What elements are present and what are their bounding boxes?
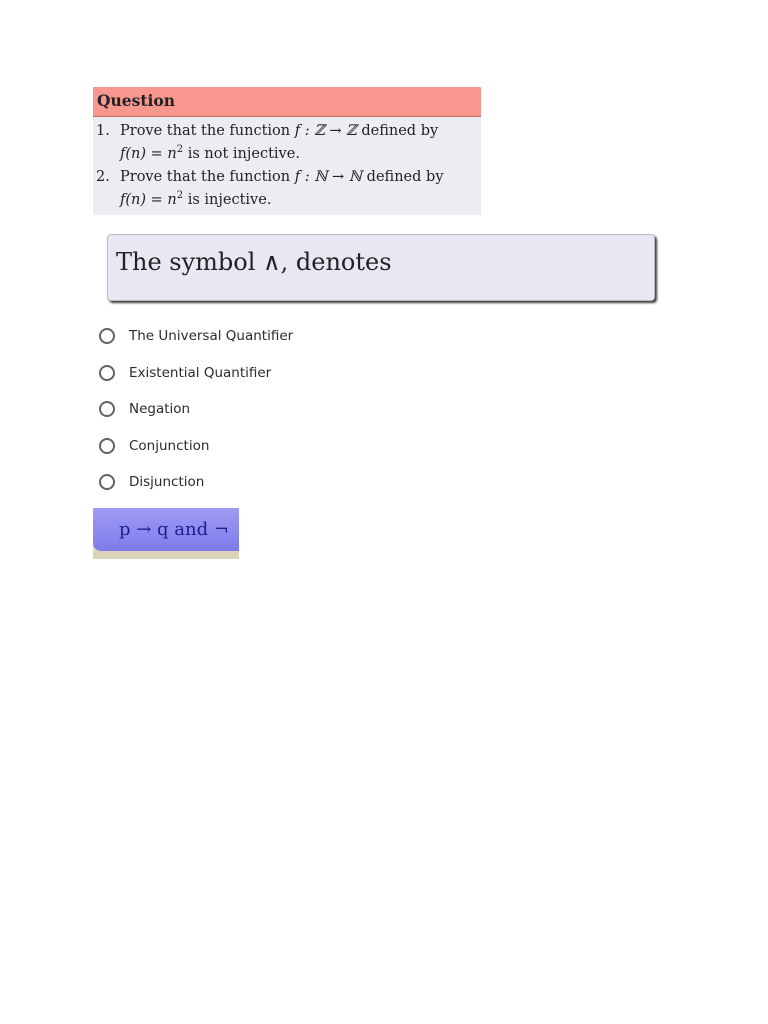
symbol-question-card	[107, 234, 655, 301]
question-box	[93, 87, 481, 215]
radio-button[interactable]	[99, 365, 115, 381]
option-label: Existential Quantifier	[129, 364, 272, 381]
question-text: is injective.	[183, 192, 272, 208]
option-label: The Universal Quantifier	[129, 328, 294, 345]
question-number: 1.	[96, 123, 110, 139]
option-negation[interactable]	[99, 391, 293, 428]
question-list	[93, 117, 481, 212]
radio-button[interactable]	[99, 328, 115, 344]
formula-text: p → q and ¬	[119, 519, 229, 540]
question-text: Prove that the function	[120, 123, 295, 139]
question-math: f(n) = n	[120, 146, 177, 162]
question-math: f : ℕ → ℕ	[294, 169, 363, 185]
question-exponent: 2	[176, 190, 184, 201]
option-label: Conjunction	[129, 437, 210, 454]
question-number: 2.	[96, 169, 110, 185]
question-item	[96, 120, 481, 166]
radio-button[interactable]	[99, 401, 115, 417]
answer-options	[99, 318, 293, 501]
question-math: f : ℤ → ℤ	[294, 123, 357, 139]
option-universal-quantifier[interactable]	[99, 318, 293, 355]
question-item	[96, 166, 481, 212]
radio-button[interactable]	[99, 474, 115, 490]
option-label: Negation	[129, 401, 191, 418]
option-disjunction[interactable]	[99, 464, 293, 501]
question-text: is not injective.	[183, 146, 300, 162]
question-text: defined by	[356, 123, 439, 139]
option-existential-quantifier[interactable]	[99, 355, 293, 392]
question-exponent: 2	[176, 144, 184, 155]
question-text: defined by	[362, 169, 444, 185]
cropped-formula-image	[93, 508, 239, 559]
question-math: f(n) = n	[120, 192, 177, 208]
question-text: Prove that the function	[120, 169, 295, 185]
symbol-question-text: The symbol ∧, denotes	[116, 248, 392, 276]
option-conjunction[interactable]	[99, 428, 293, 465]
question-heading: Question	[93, 87, 481, 117]
option-label: Disjunction	[129, 474, 205, 491]
radio-button[interactable]	[99, 438, 115, 454]
